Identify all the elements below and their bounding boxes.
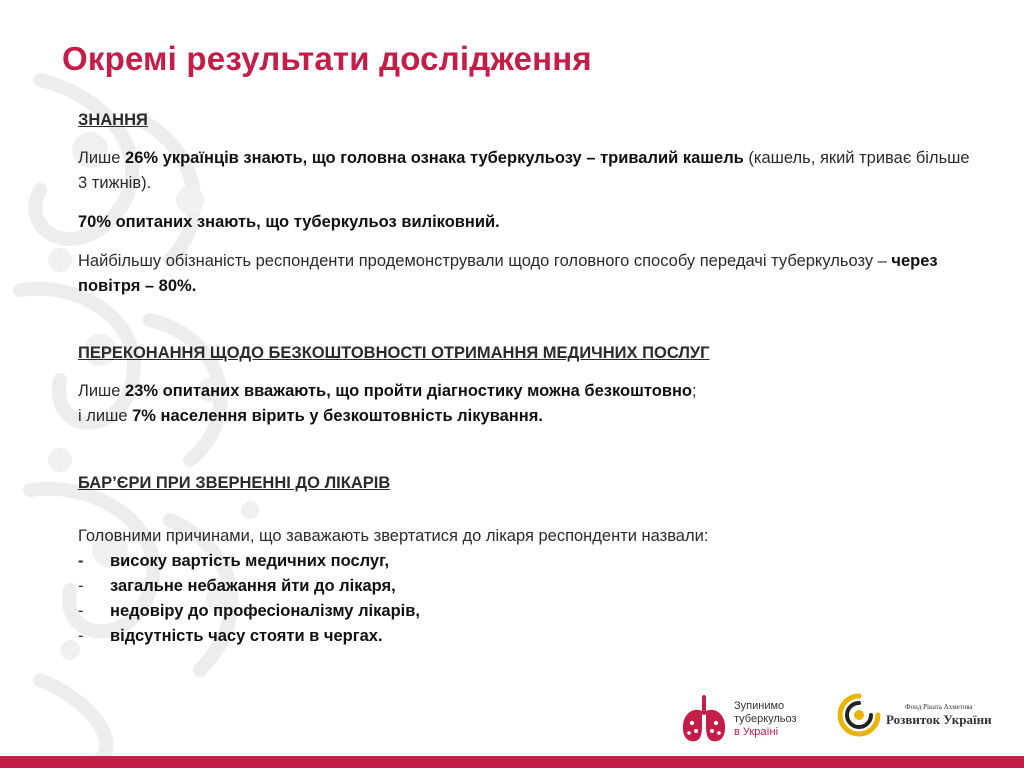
knowledge-p1-post: (кашель, який триває більше 3 тижнів). <box>78 149 970 192</box>
knowledge-paragraph-3 <box>78 249 978 299</box>
knowledge-paragraph-1 <box>78 146 978 196</box>
bullet-dash: - <box>78 627 84 645</box>
free-line1-bold: 23% опитаних вважають, що пройти діагностику можна безкоштовно <box>125 382 693 400</box>
section-heading-barriers: БАР’ЄРИ ПРИ ЗВЕРНЕННІ ДО ЛІКАРІВ <box>78 474 391 492</box>
logo-fund-big: Розвиток України <box>886 712 992 727</box>
barriers-intro: Головними причинами, що заважають звертатися до лікаря респонденти назвали: <box>78 527 709 545</box>
knowledge-p2-bold: 70% опитаних знають, що туберкульоз виліковний. <box>78 213 500 231</box>
list-item <box>78 549 978 574</box>
list-item-text: недовіру до професіоналізму лікарів, <box>110 602 420 620</box>
bullet-dash: - <box>78 602 84 620</box>
fund-emblem-icon <box>836 692 882 738</box>
footer-bar <box>0 756 1024 768</box>
free-services-line-2 <box>78 404 978 429</box>
list-item-text: високу вартість медичних послуг, <box>110 552 390 570</box>
logo-fund-text <box>886 703 992 727</box>
knowledge-p1-bold: 26% українців знають, що головна ознака туберкульозу – тривалий кашель <box>125 149 744 167</box>
section-heading-knowledge: ЗНАННЯ <box>78 111 148 129</box>
barriers-list <box>78 549 978 649</box>
list-item <box>78 624 978 649</box>
free-line2-pre: і лише <box>78 407 133 425</box>
logo-tb-line1: Зупинимо <box>734 699 785 712</box>
slide-title: Окремі результати дослідження <box>62 40 592 77</box>
knowledge-p3-bold: через повітря – 80%. <box>78 252 938 295</box>
free-services-line-1 <box>78 379 978 404</box>
list-item-text: відсутність часу стояти в чергах. <box>110 627 383 645</box>
logo-fund-rozvytok <box>836 692 992 738</box>
knowledge-p1-pre: Лише <box>78 149 126 167</box>
section-heading-free-services: ПЕРЕКОНАННЯ ЩОДО БЕЗКОШТОВНОСТІ ОТРИМАННЯ МЕДИЧНИХ ПОСЛУГ <box>78 344 710 362</box>
knowledge-paragraph-2 <box>78 210 978 235</box>
slide-content <box>78 108 978 649</box>
bullet-dash: - <box>78 552 84 570</box>
free-line2-bold: 7% населення вірить у безкоштовність лікування. <box>132 407 543 425</box>
list-item-text: загальне небажання йти до лікаря, <box>110 577 396 595</box>
logo-stop-tb <box>680 693 797 745</box>
list-item <box>78 599 978 624</box>
logo-fund-small: Фонд Ріната Ахметова <box>905 703 973 711</box>
bullet-dash: - <box>78 577 84 595</box>
logo-tb-line3: в Україні <box>734 725 779 738</box>
knowledge-p3-pre: Найбільшу обізнаність респонденти продемонстрували щодо головного способу передачі туберкульозу – <box>78 252 892 270</box>
logo-tb-line2: туберкульоз <box>734 712 797 725</box>
free-line1-pre: Лише <box>78 382 126 400</box>
free-line1-post: ; <box>692 382 697 400</box>
logo-stop-tb-text <box>734 700 797 739</box>
list-item <box>78 574 978 599</box>
lungs-icon <box>680 693 728 745</box>
